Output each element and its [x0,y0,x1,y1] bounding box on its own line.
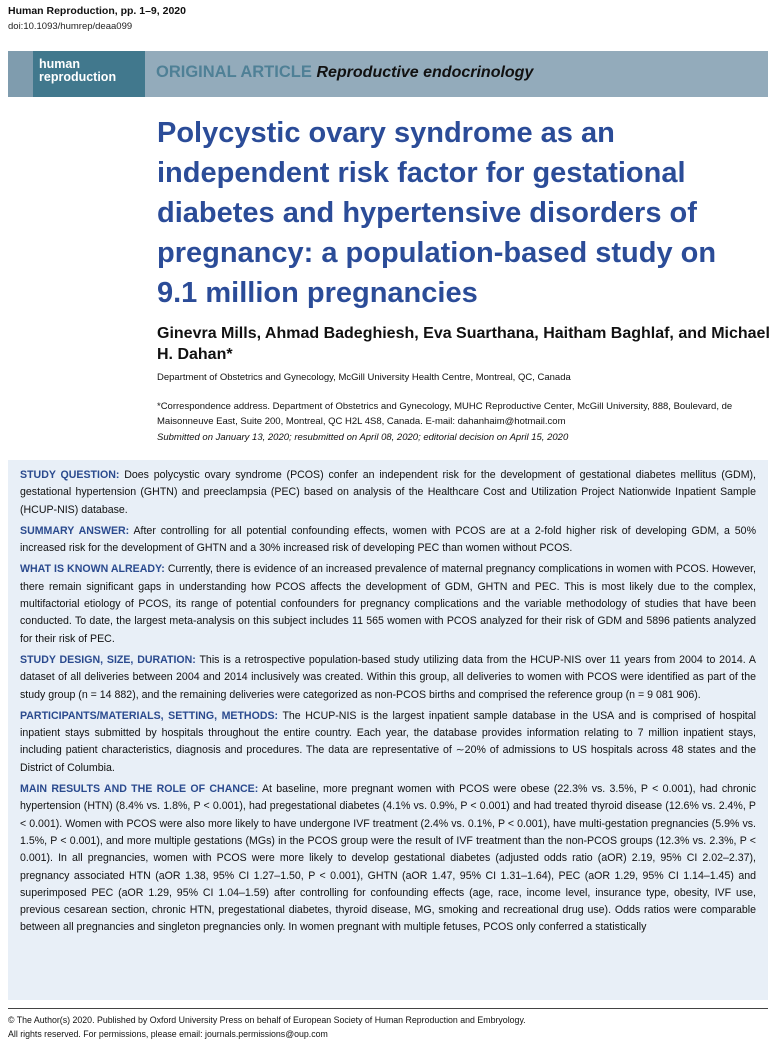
abstract-section [20,708,756,777]
section-label: MAIN RESULTS AND THE ROLE OF CHANCE: [20,783,259,796]
banner-edge [8,51,33,97]
section-label: SUMMARY ANSWER: [20,524,130,537]
abstract-box [8,460,768,1000]
abstract-section [20,561,756,647]
logo-line2: reproduction [39,70,117,84]
copyright-footer [8,1013,526,1041]
section-text: After controlling for all potential confounding effects, women with PCOS are at a 2-fold higher risk of developing GDM, a 50% increased risk for the development of GHTN and a 30% increased risk of developing PEC than women without PCOS. [20,524,756,555]
article-category [156,63,533,82]
correspondence: *Correspondence address. Department of Obstetrics and Gynecology, MUHC Reproductive Center, McGill University, 888, Boulevard, de Maisonneuve East, Suite 200, Montreal, QC H2L 4S8, Canada. E-mail: dahanhaim@hotmail.com [157,401,733,427]
section-text: At baseline, more pregnant women with PCOS were obese (22.3% vs. 3.5%, P < 0.001), had chronic hypertension (HTN) (8.4% vs. 1.8%, P < 0.001), had pregestational diabetes (4.1% vs. 0.9%, P < 0.001) and had treated thyroid disease (12.6% vs. 2.4%, P < 0.001). Women with PCOS were also more likely to have undergone IVF treatment (2.4% vs. 0.1%, P < 0.001), have multi-gestation pregnancies (5.9% vs. 1.5%, P < 0.001), and more multiple gestations (MGs) in the PCOS group were the result of IVF treatment than the non-PCOS groups (12.3% vs. 2.3%, P < 0.001). In all pregnancies, women with PCOS were more likely to develop gestational diabetes (adjusted odds ratio (aOR) 2.19, 95% CI 2.02–2.37), pregnancy associated HTN (aOR 1.38, 95% CI 1.27–1.50, P < 0.001), GHTN (aOR 1.47, 95% CI 1.31–1.64), PEC (aOR 1.29, 95% CI 1.14–1.45) and superimposed PEC (aOR 1.29, 95% CI 1.04–1.59) after controlling for confounding effects (age, race, income level, insurance type, obesity, IVF use, previous cesarean section, chronic HTN, pregestational diabetes, thyroid disease, MG, smoking and recreational drug use). Odds ratios were comparable between all pregnancies and singleton pregnancies only. In women pregnant with multiple fetuses, PCOS only conferred a statistically [20,783,756,934]
category-label: ORIGINAL ARTICLE [156,63,312,81]
footer-rule [8,1008,768,1009]
section-text: The HCUP-NIS is the largest inpatient sample database in the USA and is comprised of hospital inpatient stays submitted by hospitals throughout the entire country. Each year, the database provides information relating to 7 million inpatient stays, including patient characteristics, diagnosis and procedures. The data are representative of ∼20% of admissions to US hospitals across 48 states and the District of Columbia. [20,709,756,774]
abstract-section [20,523,756,558]
journal-logo [33,51,145,97]
abstract-section [20,652,756,704]
section-label: STUDY QUESTION: [20,469,120,481]
logo-line1: human [39,57,80,71]
section-label: WHAT IS KNOWN ALREADY: [20,563,165,576]
section-text: Does polycystic ovary syndrome (PCOS) confer an independent risk for the development of gestational diabetes mellitus (GDM), gestational hypertension (GHTN) and preeclampsia (PEC) based on analysis of the Healthcare Cost and Utilization Project Nationwide Inpatient Sample (HCUP-NIS) database. [20,469,756,516]
article-banner [8,51,768,97]
copyright-line: © The Author(s) 2020. Published by Oxford University Press on behalf of European Society of Human Reproduction and Embryology. [8,1015,526,1025]
section-label: PARTICIPANTS/MATERIALS, SETTING, METHODS: [20,709,279,722]
abstract-section [20,781,756,937]
journal-header: Human Reproduction, pp. 1–9, 2020 [8,5,186,17]
section-text: This is a retrospective population-based study utilizing data from the HCUP-NIS over 11 years from 2004 to 2014. A dataset of all deliveries between 2004 and 2014 inclusively was created. Within this group, all deliveries to women with PCOS were identified as part of the study group (n = 14 882), and the remaining deliveries were categorized as non-PCOS births and comprised the reference group (n = 9 081 906). [20,653,756,701]
authors: Ginevra Mills, Ahmad Badeghiesh, Eva Suarthana, Haitham Baghlaf, and Michael H. Dahan* [157,325,770,363]
permissions-line: All rights reserved. For permissions, please email: journals.permissions@oup.com [8,1029,328,1039]
abstract-section [20,467,756,519]
doi: doi:10.1093/humrep/deaa099 [8,21,133,32]
subcategory-label: Reproductive endocrinology [316,64,534,81]
section-label: STUDY DESIGN, SIZE, DURATION: [20,653,196,666]
submission-dates: Submitted on January 13, 2020; resubmitted on April 08, 2020; editorial decision on April 15, 2020 [157,432,569,443]
article-title: Polycystic ovary syndrome as an independent risk factor for gestational diabetes and hypertensive disorders of pregnancy: a population-based study on 9.1 million pregnancies [157,117,717,309]
affiliation: Department of Obstetrics and Gynecology, McGill University Health Centre, Montreal, QC, Canada [157,372,571,383]
section-text: Currently, there is evidence of an increased prevalence of maternal pregnancy complications in women with PCOS. However, there remain significant gaps in understanding how PCOS affects the development of GDM, GHTN and PEC. This is most likely due to the complex, multifactorial etiology of PCOS, its range of potential confounders for pregnancy complications and the variable methodology of studies that have been conducted. To date, the largest meta-analysis on this subject includes 11 565 women with PCOS analyzed for their risk of GDM and 5896 patients analyzed for their risk of PEC. [20,563,756,645]
